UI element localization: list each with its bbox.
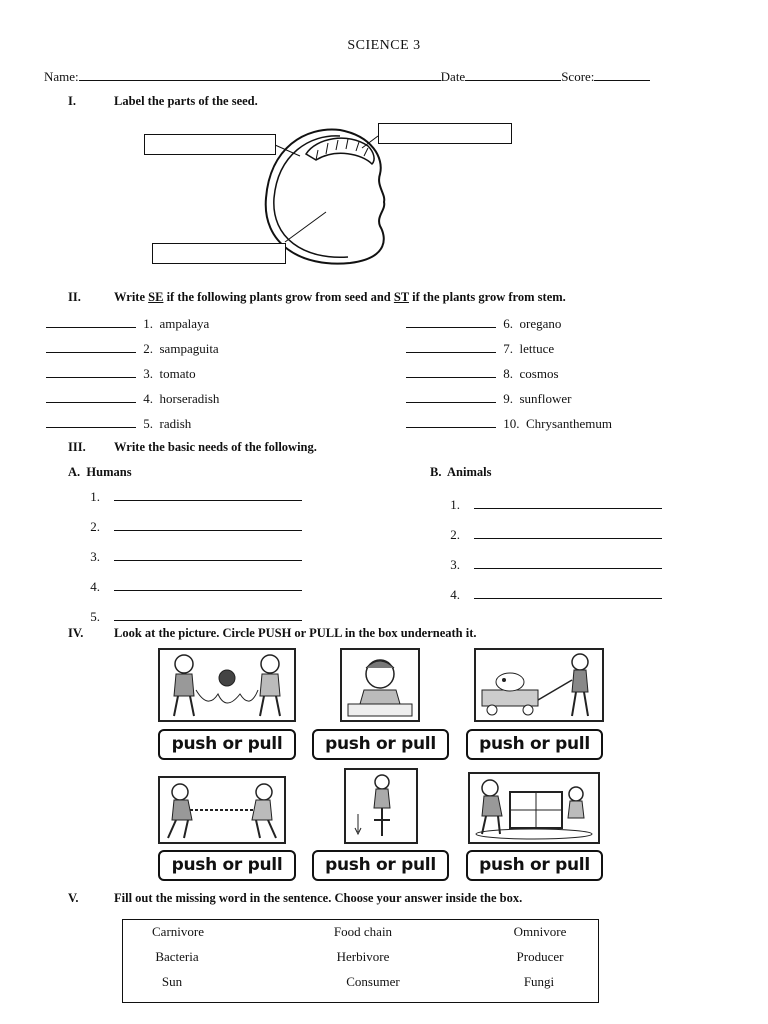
- plant-item: 9. sunflower: [406, 390, 572, 407]
- answer-line[interactable]: [474, 526, 662, 539]
- plant-item: 1. ampalaya: [46, 315, 209, 332]
- answer-blank[interactable]: [46, 315, 136, 328]
- answer-line[interactable]: [474, 496, 662, 509]
- humans-need-line: 4.: [86, 578, 302, 595]
- section-instruction: Label the parts of the seed.: [114, 94, 258, 108]
- seed-label-box-3[interactable]: [152, 243, 286, 264]
- plant-item: 3. tomato: [46, 365, 196, 382]
- worksheet-title: SCIENCE 3: [347, 38, 421, 53]
- answer-blank[interactable]: [406, 365, 496, 378]
- answer-line[interactable]: [114, 578, 302, 591]
- picture-tug-of-war: [158, 776, 286, 844]
- humans-need-line: 1.: [86, 488, 302, 505]
- section-5-heading: [68, 891, 688, 907]
- word-bank-item: Fungi: [523, 974, 555, 989]
- picture-pulling-wagon: [474, 648, 604, 722]
- answer-line[interactable]: [474, 586, 662, 599]
- word-bank-item: Carnivore: [152, 924, 204, 939]
- plant-item: 5. radish: [46, 415, 191, 432]
- answer-blank[interactable]: [46, 340, 136, 353]
- push-or-pull-choice-3[interactable]: push or pull: [466, 729, 603, 760]
- animals-need-line: 4.: [446, 586, 662, 603]
- plant-item: 2. sampaguita: [46, 340, 219, 357]
- date-field[interactable]: [465, 68, 561, 81]
- humans-need-line: 3.: [86, 548, 302, 565]
- plant-item: 6. oregano: [406, 315, 561, 332]
- humans-heading: A. Humans: [68, 465, 132, 479]
- header-row: [44, 68, 650, 85]
- word-bank-item: Sun: [161, 974, 183, 989]
- humans-need-line: 2.: [86, 518, 302, 535]
- section-2-heading: [68, 290, 748, 306]
- animals-heading: B. Animals: [430, 465, 492, 479]
- answer-line[interactable]: [474, 556, 662, 569]
- section-3-heading: [68, 440, 568, 456]
- section-instruction: Write SE if the following plants grow from seed and ST if the plants grow from stem.: [114, 290, 566, 304]
- answer-blank[interactable]: [406, 315, 496, 328]
- tug-of-war-drawing: [160, 778, 284, 842]
- animals-need-line: 1.: [446, 496, 662, 513]
- section-number: III.: [68, 440, 86, 454]
- pogo-drawing: [346, 770, 416, 842]
- answer-blank[interactable]: [46, 365, 136, 378]
- animals-need-line: 3.: [446, 556, 662, 573]
- answer-blank[interactable]: [46, 390, 136, 403]
- answer-line[interactable]: [114, 608, 302, 621]
- answer-blank[interactable]: [406, 340, 496, 353]
- answer-blank[interactable]: [406, 390, 496, 403]
- name-label: Name:: [44, 69, 79, 84]
- st-code: ST: [393, 290, 409, 304]
- section-number: V.: [68, 891, 79, 905]
- push-or-pull-choice-2[interactable]: push or pull: [312, 729, 449, 760]
- seed-label-box-2[interactable]: [378, 123, 512, 144]
- humans-need-line: 5.: [86, 608, 302, 625]
- wagon-drawing: [476, 650, 602, 720]
- section-instruction: Look at the picture. Circle PUSH or PULL in the box underneath it.: [114, 626, 477, 640]
- answer-line[interactable]: [114, 518, 302, 531]
- plant-item: 8. cosmos: [406, 365, 559, 382]
- score-field[interactable]: [594, 68, 650, 81]
- section-instruction: Fill out the missing word in the sentence. Choose your answer inside the box.: [114, 891, 523, 905]
- section-number: IV.: [68, 626, 84, 640]
- pushing-cart-drawing: [470, 774, 598, 842]
- plant-item: 7. lettuce: [406, 340, 554, 357]
- picture-child-at-desk: [340, 648, 420, 722]
- push-or-pull-choice-1[interactable]: push or pull: [158, 729, 296, 760]
- date-label: Date: [440, 69, 466, 84]
- plant-item: 4. horseradish: [46, 390, 219, 407]
- name-field[interactable]: [79, 68, 441, 81]
- picture-kids-playing-ball: [158, 648, 296, 722]
- word-bank-item: Bacteria: [155, 949, 199, 964]
- word-bank-item: Consumer: [346, 974, 400, 989]
- embryo-shape: [306, 138, 374, 164]
- section-number: II.: [68, 290, 81, 304]
- picture-pushing-cart: [468, 772, 600, 844]
- push-or-pull-choice-6[interactable]: push or pull: [466, 850, 603, 881]
- section-4-heading: [68, 626, 668, 642]
- section-number: I.: [68, 94, 76, 108]
- child-desk-drawing: [342, 650, 418, 720]
- kids-ball-drawing: [160, 650, 294, 720]
- word-bank-item: Herbivore: [336, 949, 390, 964]
- animals-need-line: 2.: [446, 526, 662, 543]
- answer-line[interactable]: [114, 488, 302, 501]
- plant-item: 10. Chrysanthemum: [406, 415, 612, 432]
- seed-label-box-1[interactable]: [144, 134, 276, 155]
- push-or-pull-choice-5[interactable]: push or pull: [312, 850, 449, 881]
- word-bank-item: Omnivore: [513, 924, 567, 939]
- se-code: SE: [148, 290, 164, 304]
- score-label: Score:: [561, 69, 595, 84]
- word-bank-item: Food chain: [333, 924, 393, 939]
- word-bank-item: Producer: [516, 949, 564, 964]
- section-1-heading: [68, 94, 468, 110]
- section-instruction: Write the basic needs of the following.: [114, 440, 317, 454]
- answer-blank[interactable]: [406, 415, 496, 428]
- answer-line[interactable]: [114, 548, 302, 561]
- picture-child-on-pogo: [344, 768, 418, 844]
- push-or-pull-choice-4[interactable]: push or pull: [158, 850, 296, 881]
- answer-blank[interactable]: [46, 415, 136, 428]
